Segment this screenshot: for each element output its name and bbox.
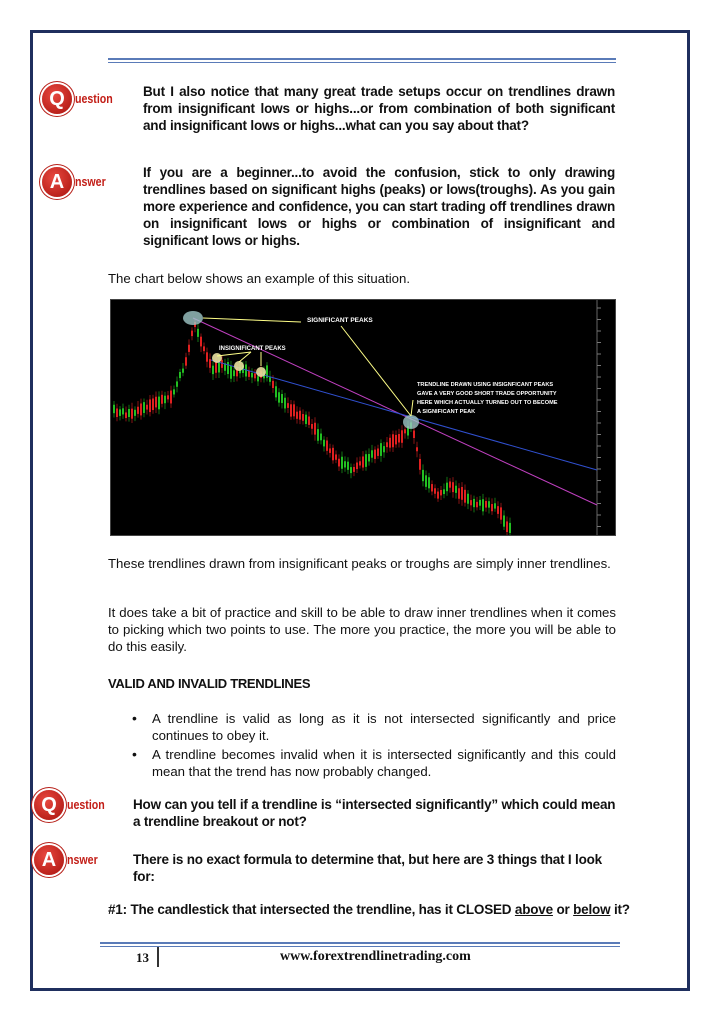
candle-body [395, 435, 397, 444]
candle-body [335, 454, 337, 459]
candle-body [179, 372, 181, 378]
candle-body [500, 507, 502, 519]
candle-body [428, 477, 430, 488]
candle-body [182, 369, 184, 373]
point-one-below: below [573, 902, 611, 917]
candle-body [197, 329, 199, 337]
chart-intro: The chart below shows an example of this situation. [108, 271, 411, 286]
candle-body [170, 391, 172, 404]
candle-body [128, 409, 130, 417]
candle-body [278, 392, 280, 402]
annotation-trendline-line-1: TRENDLINE DRAWN USING INSIGNFICANT PEAKS [417, 382, 554, 388]
page-number: 13 [136, 950, 149, 965]
candle-body [365, 454, 367, 467]
candle-body [203, 346, 205, 351]
candle-body [449, 481, 451, 487]
candle-body [251, 373, 253, 378]
candle-body [227, 362, 229, 374]
candle-body [479, 500, 481, 506]
candle-body [254, 373, 256, 378]
candle-body [308, 416, 310, 424]
candle-body [206, 352, 208, 361]
point-one-middle: or [552, 902, 574, 917]
candle-body [212, 366, 214, 374]
question-letter: Q [42, 84, 72, 114]
candle-body [320, 434, 322, 441]
candle-body [152, 398, 154, 410]
candle-body [338, 459, 340, 467]
candle-body [293, 404, 295, 416]
candle-body [305, 415, 307, 424]
significant-peak-marker-1 [183, 311, 203, 325]
candle-body [230, 366, 232, 379]
annotation-trendline-line-3: HERE WHICH ACTUALLY TURNED OUT TO BECOME [417, 400, 558, 406]
candle-body [164, 396, 166, 404]
candle-body [494, 503, 496, 508]
candle-body [119, 409, 121, 416]
website-link[interactable]: www.forextrendlinetrading.com [280, 949, 471, 964]
candle-body [368, 454, 370, 461]
question-badge-2 [34, 790, 111, 820]
page-number-separator [157, 947, 159, 967]
footer-rule [100, 942, 620, 947]
candle-body [122, 408, 124, 414]
candle-body [143, 402, 145, 413]
section-heading: VALID AND INVALID TRENDLINES [108, 676, 311, 691]
candle-body [473, 499, 475, 507]
candle-body [383, 446, 385, 452]
candle-body [131, 409, 133, 419]
candle-body [413, 430, 415, 437]
answer-label-2: nswer [67, 853, 98, 867]
candle-body [311, 424, 313, 429]
header-rule [108, 58, 616, 63]
candle-body [356, 463, 358, 470]
candle-body [317, 429, 319, 441]
chart-background [111, 300, 615, 535]
candle-body [491, 504, 493, 511]
candle-body [326, 440, 328, 450]
candle-body [362, 456, 364, 467]
candle-body [431, 484, 433, 491]
candle-body [422, 470, 424, 481]
candle-body [134, 410, 136, 416]
bullet-item: • A trendline becomes invalid when it is intersected significantly and this could mean that the trend has now probably changed. [130, 746, 616, 780]
candle-body [404, 429, 406, 433]
candle-body [185, 357, 187, 365]
candle-body [323, 440, 325, 447]
candle-body [503, 515, 505, 526]
forex-chart [110, 299, 616, 536]
candle-body [113, 405, 115, 413]
answer-letter-2: A [34, 845, 64, 875]
candle-body [281, 394, 283, 403]
candle-body [272, 381, 274, 388]
candle-body [464, 490, 466, 503]
chart-canvas [111, 300, 615, 535]
candle-body [371, 450, 373, 457]
candle-body [146, 405, 148, 410]
candle-body [446, 483, 448, 492]
candle-body [116, 408, 118, 417]
candle-body [161, 395, 163, 404]
candle-body [389, 438, 391, 448]
bullet-item: • A trendline is valid as long as it is not intersected significantly and price continues to obey it. [130, 710, 616, 744]
annotation-trendline-line-4: A SIGNIFICANT PEAK [417, 409, 476, 415]
candle-body [434, 488, 436, 493]
candle-body [302, 414, 304, 421]
candle-body [386, 442, 388, 447]
paragraph-inner-trendlines: These trendlines drawn from insignificant peaks or troughs are simply inner trendlines. [108, 556, 611, 571]
question-text-2: How can you tell if a trendline is “intersected significantly” which could mean a trendline breakout or not? [133, 797, 616, 829]
answer-text: If you are a beginner...to avoid the confusion, stick to only drawing trendlines based on significant highs (peaks) or lows(troughs). As you gain more experience and confidence, you can start trading off trendlines drawn on insignificant lows or highs or combination of insignificant and significant lows or highs. [143, 165, 615, 248]
candle-body [467, 494, 469, 504]
candle-body [296, 412, 298, 419]
candle-body [398, 434, 400, 442]
candle-body [188, 345, 190, 352]
question-label: uestion [75, 92, 113, 106]
candle-body [488, 501, 490, 507]
question-text: But I also notice that many great trade setups occur on trendlines drawn from insignificant lows or highs...or from combination of both significant and insignificant lows or highs...what can you say about that? [143, 84, 615, 133]
candle-body [248, 371, 250, 377]
candle-body [353, 467, 355, 472]
candle-body [374, 450, 376, 459]
candle-body [158, 397, 160, 410]
candle-body [440, 490, 442, 495]
candle-body [347, 462, 349, 470]
candle-body [344, 461, 346, 467]
candle-body [380, 443, 382, 456]
candle-body [419, 459, 421, 470]
candle-body [401, 430, 403, 443]
candle-body [329, 448, 331, 453]
question-letter-2: Q [34, 790, 64, 820]
candle-body [437, 492, 439, 499]
candle-body [332, 448, 334, 460]
candle-body [497, 506, 499, 514]
candle-body [275, 386, 277, 397]
candle-body [314, 423, 316, 435]
candle-body [257, 376, 259, 381]
bullet-list [130, 710, 616, 782]
answer-letter: A [42, 167, 72, 197]
candle-body [287, 403, 289, 408]
insignificant-peak-marker-1 [212, 353, 222, 363]
candle-body [149, 399, 151, 412]
candle-body [125, 412, 127, 418]
candle-body [476, 502, 478, 507]
answer-badge-2 [34, 845, 103, 875]
insignificant-peak-marker-2 [234, 361, 244, 371]
candle-body [443, 489, 445, 494]
answer-text-2: There is no exact formula to determine that, but here are 3 things that I look for: [133, 852, 602, 884]
candle-body [233, 370, 235, 376]
answer-label: nswer [75, 175, 106, 189]
candle-body [200, 337, 202, 347]
candle-body [359, 461, 361, 465]
candle-body [470, 500, 472, 505]
candle-body [392, 434, 394, 447]
candle-body [458, 488, 460, 498]
significant-peak-marker-2 [403, 415, 419, 429]
candle-body [350, 467, 352, 473]
paragraph-practice: It does take a bit of practice and skill to be able to draw inner trendlines when it comes to picking which two points to use. The more you practice, the more you will be able to do this easily. [108, 605, 616, 654]
candle-body [173, 389, 175, 394]
candle-body [509, 523, 511, 533]
candle-body [140, 403, 142, 415]
candle-body [221, 360, 223, 368]
candle-body [482, 499, 484, 511]
candle-body [176, 381, 178, 386]
question-badge [42, 84, 119, 114]
candle-body [377, 449, 379, 456]
question-label-2: uestion [67, 798, 105, 812]
point-one-suffix: it? [610, 902, 630, 917]
candle-body [137, 407, 139, 414]
insignificant-peak-marker-3 [256, 367, 266, 377]
candle-body [299, 411, 301, 420]
point-one-prefix: #1: The candlestick that intersected the trendline, has it CLOSED [108, 902, 515, 917]
annotation-significant-peaks: SIGNIFICANT PEAKS [307, 317, 373, 324]
candle-body [167, 395, 169, 399]
candle-body [209, 359, 211, 368]
annotation-insignificant-peaks: INSIGNIFICANT PEAKS [219, 346, 286, 352]
point-one [108, 902, 630, 917]
candle-body [452, 482, 454, 492]
candle-body [425, 475, 427, 487]
candle-body [290, 404, 292, 416]
candle-body [191, 331, 193, 336]
candle-body [485, 501, 487, 508]
candle-body [341, 457, 343, 469]
candle-body [455, 486, 457, 493]
point-one-above: above [514, 902, 553, 917]
candle-body [506, 521, 508, 532]
candle-body [284, 398, 286, 409]
answer-badge [42, 167, 111, 197]
candle-body [461, 487, 463, 500]
candle-body [416, 447, 418, 451]
candle-body [155, 397, 157, 408]
annotation-trendline-line-2: GAVE A VERY GOOD SHORT TRADE OPPORTUNITY [417, 391, 557, 397]
